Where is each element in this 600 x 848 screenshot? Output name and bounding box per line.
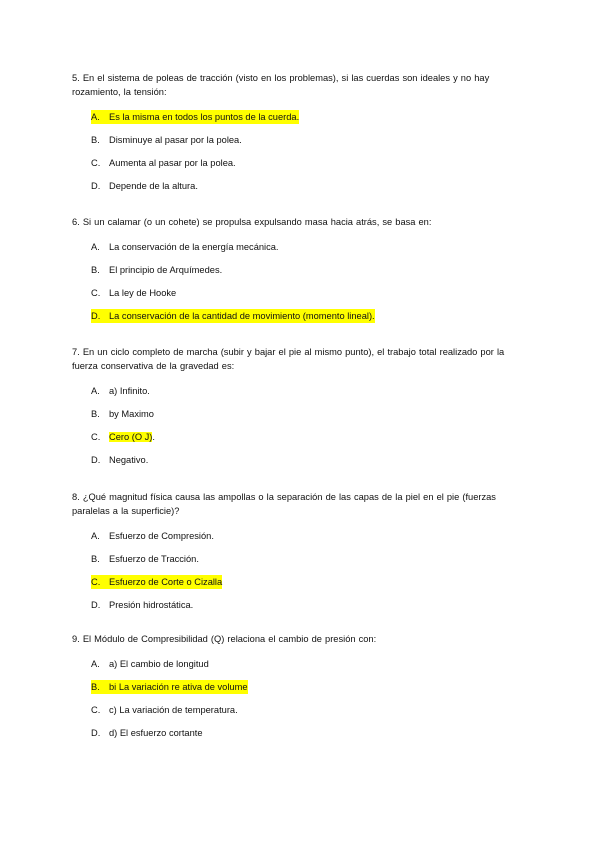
- option-c: [72, 575, 532, 589]
- option-b: [72, 552, 532, 566]
- option-c: [72, 703, 532, 717]
- question-text: 5. En el sistema de poleas de tracción (visto en los problemas), si las cuerdas son ideales y no hay rozamiento, la tensión:: [72, 73, 490, 97]
- option-text: Negativo.: [109, 455, 149, 466]
- option-d: [72, 726, 532, 740]
- option-d: [72, 453, 532, 467]
- option-a: [72, 110, 532, 124]
- option-a: [72, 384, 532, 398]
- answer-options: [72, 657, 532, 740]
- option-text: La ley de Hooke: [109, 288, 177, 299]
- option-letter: D.: [91, 455, 101, 466]
- option-text: La conservación de la energía mecánica.: [109, 242, 279, 252]
- highlight-gap: [100, 680, 109, 694]
- question-text: 7. En un ciclo completo de marcha (subir y bajar el pie al mismo punto), el trabajo total realizado por la fuerza conservativa de la gravedad es:: [72, 347, 505, 371]
- option-letter: B.: [91, 682, 100, 693]
- question-text: 6. Si un calamar (o un cohete) se propulsa expulsando masa hacia atrás, se basa en:: [72, 217, 432, 227]
- option-b: [72, 263, 532, 277]
- option-letter: D.: [91, 728, 101, 739]
- option-letter: C.: [91, 705, 101, 716]
- option-text: Depende de la altura.: [109, 181, 198, 192]
- answer-options: [72, 240, 532, 323]
- question-8: [72, 490, 532, 621]
- option-letter: B.: [91, 554, 100, 565]
- option-b: [72, 680, 532, 694]
- option-d: [72, 309, 532, 323]
- option-d: [72, 179, 532, 193]
- option-text: Esfuerzo de Corte o Cizalla: [109, 577, 223, 588]
- option-c: [72, 430, 532, 444]
- option-d: [72, 598, 532, 612]
- option-letter: A.: [91, 242, 100, 252]
- question-6: [72, 215, 532, 332]
- option-letter: A.: [91, 659, 100, 669]
- option-text: c) La variación de temperatura.: [109, 705, 238, 716]
- option-letter: C.: [91, 432, 101, 443]
- highlight-gap: [100, 309, 109, 323]
- option-letter: D.: [91, 311, 101, 322]
- option-text: bi La variación re ativa de volume: [109, 682, 248, 693]
- option-letter: C.: [91, 158, 101, 169]
- question-7: [72, 345, 532, 476]
- option-b: [72, 133, 532, 147]
- option-text-wrap: [109, 430, 155, 444]
- option-letter: B.: [91, 265, 100, 276]
- option-letter: C.: [91, 288, 101, 299]
- option-letter: B.: [91, 135, 100, 146]
- option-text: El principio de Arquímedes.: [109, 265, 223, 276]
- option-letter: A.: [91, 112, 100, 122]
- option-text: by Maximo: [109, 409, 154, 420]
- answer-options: [72, 529, 532, 612]
- option-letter: A.: [91, 531, 100, 541]
- option-letter: D.: [91, 181, 101, 192]
- highlight-gap: [100, 575, 109, 589]
- option-text-suffix: .: [152, 432, 155, 443]
- option-text: Es la misma en todos los puntos de la cuerda.: [109, 112, 300, 122]
- option-text: Esfuerzo de Tracción.: [109, 554, 199, 565]
- option-letter: C.: [91, 577, 101, 588]
- option-text: Cero (O J): [109, 432, 153, 443]
- option-c: [72, 286, 532, 300]
- option-a: [72, 240, 532, 254]
- question-text: 9. El Módulo de Compresibilidad (Q) relaciona el cambio de presión con:: [72, 634, 377, 644]
- answer-options: [72, 384, 532, 467]
- option-b: [72, 407, 532, 421]
- option-letter: B.: [91, 409, 100, 420]
- question-9: [72, 632, 532, 749]
- highlight-gap: [100, 110, 109, 124]
- option-text: Aumenta al pasar por la polea.: [109, 158, 236, 169]
- option-text: d) El esfuerzo cortante: [109, 728, 203, 739]
- option-a: [72, 657, 532, 671]
- option-letter: D.: [91, 600, 101, 611]
- option-letter: A.: [91, 386, 100, 396]
- option-text: Disminuye al pasar por la polea.: [109, 135, 242, 146]
- option-text: La conservación de la cantidad de movimiento (momento lineal).: [109, 311, 375, 322]
- question-text: 8. ¿Qué magnitud física causa las ampollas o la separación de las capas de la piel en el pie (fuerzas paralelas a la superficie)?: [72, 492, 496, 516]
- answer-options: [72, 110, 532, 193]
- option-a: [72, 529, 532, 543]
- option-text: Esfuerzo de Compresión.: [109, 531, 214, 541]
- option-text: Presión hidrostática.: [109, 600, 194, 611]
- option-c: [72, 156, 532, 170]
- question-5: [72, 71, 532, 202]
- option-text: a) El cambio de longitud: [109, 659, 209, 669]
- option-text: a) Infinito.: [109, 386, 150, 396]
